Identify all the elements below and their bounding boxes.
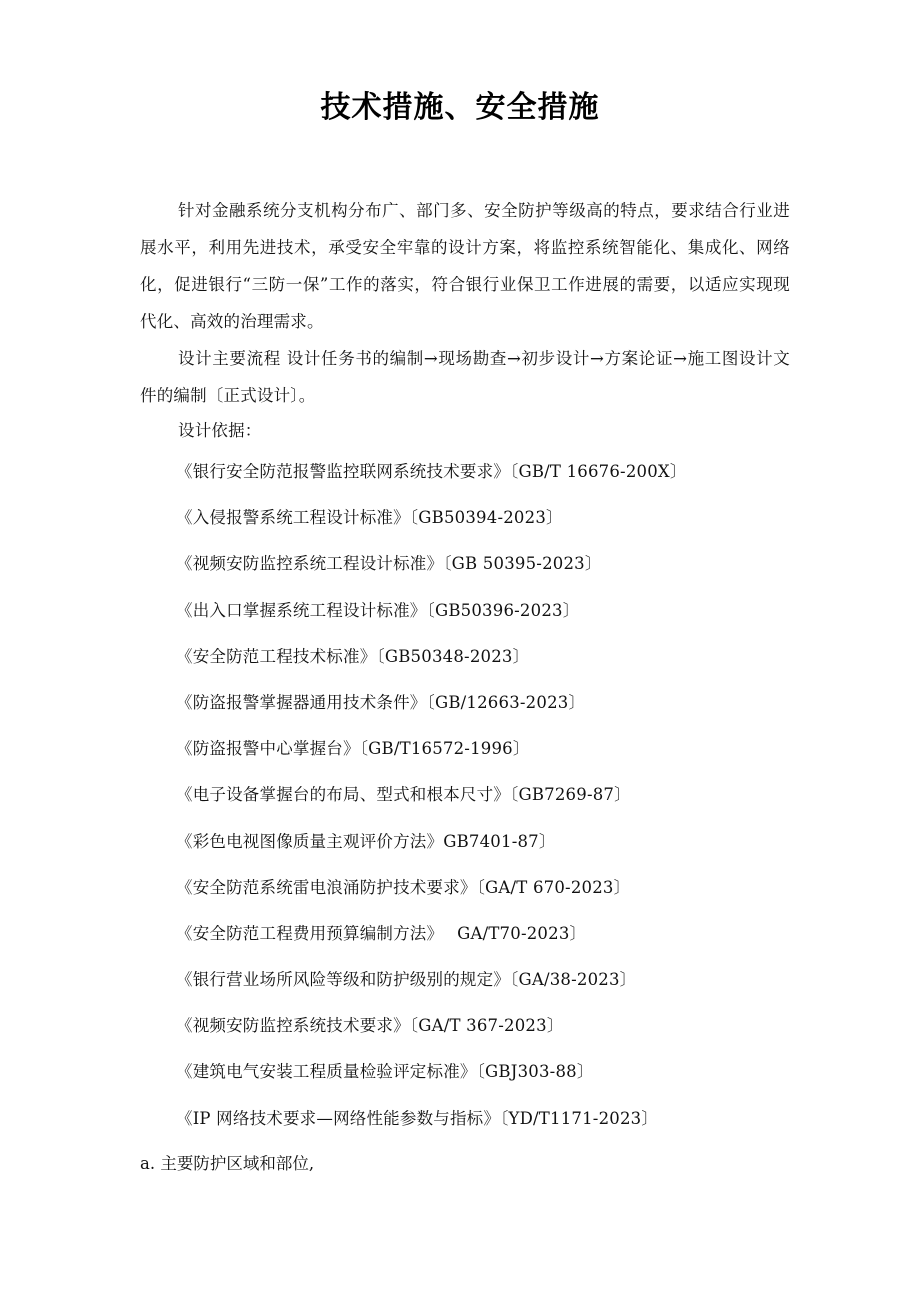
- section-heading: a. 主要防护区域和部位,: [140, 1154, 315, 1173]
- reference-item: 《电子设备掌握台的布局、型式和根本尺寸》〔GB7269-87〕: [176, 785, 631, 805]
- design-process-paragraph: 设计主要流程 设计任务书的编制→现场勘查→初步设计→方案论证→施工图设计文件的编制〔正式设计〕。: [140, 349, 790, 405]
- reference-item: 《视频安防监控系统工程设计标准》〔GB 50395-2023〕: [176, 554, 602, 574]
- reference-item: 《出入口掌握系统工程设计标准》〔GB50396-2023〕: [176, 600, 580, 620]
- reference-item: 《防盗报警掌握器通用技术条件》〔GB/12663-2023〕: [176, 692, 586, 712]
- reference-item: 《入侵报警系统工程设计标准》〔GB50394-2023〕: [176, 508, 563, 528]
- reference-item: 《安全防范工程技术标准》〔GB50348-2023〕: [176, 646, 530, 666]
- reference-item: 《建筑电气安装工程质量检验评定标准》〔GBJ303-88〕: [176, 1062, 594, 1082]
- reference-item: 《安全防范系统雷电浪涌防护技术要求》〔GA/T 670-2023〕: [176, 877, 631, 897]
- page-title: 技术措施、安全措施: [320, 90, 600, 125]
- design-basis-label: 设计依据：: [178, 421, 262, 440]
- reference-item: 《视频安防监控系统技术要求》〔GA/T 367-2023〕: [176, 1016, 564, 1036]
- intro-paragraph: 针对金融系统分支机构分布广、部门多、安全防护等级高的特点，要求结合行业进展水平，利用先进技术，承受安全牢靠的设计方案，将监控系统智能化、集成化、网络化，促进银行“三防一保”工作的落实，符合银行业保卫工作进展的需要，以适应实现现代化、高效的治理需求。: [140, 201, 790, 331]
- reference-item: 《安全防范工程费用预算编制方法》 GA/T70-2023〕: [176, 923, 587, 943]
- reference-item: 《银行安全防范报警监控联网系统技术要求》〔GB/T 16676-200X〕: [176, 462, 687, 481]
- reference-item: 《防盗报警中心掌握台》〔GB/T16572-1996〕: [176, 739, 530, 759]
- reference-list: [176, 454, 876, 1147]
- reference-item: 《银行营业场所风险等级和防护级别的规定》〔GA/38-2023〕: [176, 970, 637, 990]
- reference-item: 《彩色电视图像质量主观评价方法》GB7401-87〕: [176, 831, 556, 851]
- reference-item: 《IP 网络技术要求—网络性能参数与指标》〔YD/T1171-2023〕: [176, 1108, 659, 1128]
